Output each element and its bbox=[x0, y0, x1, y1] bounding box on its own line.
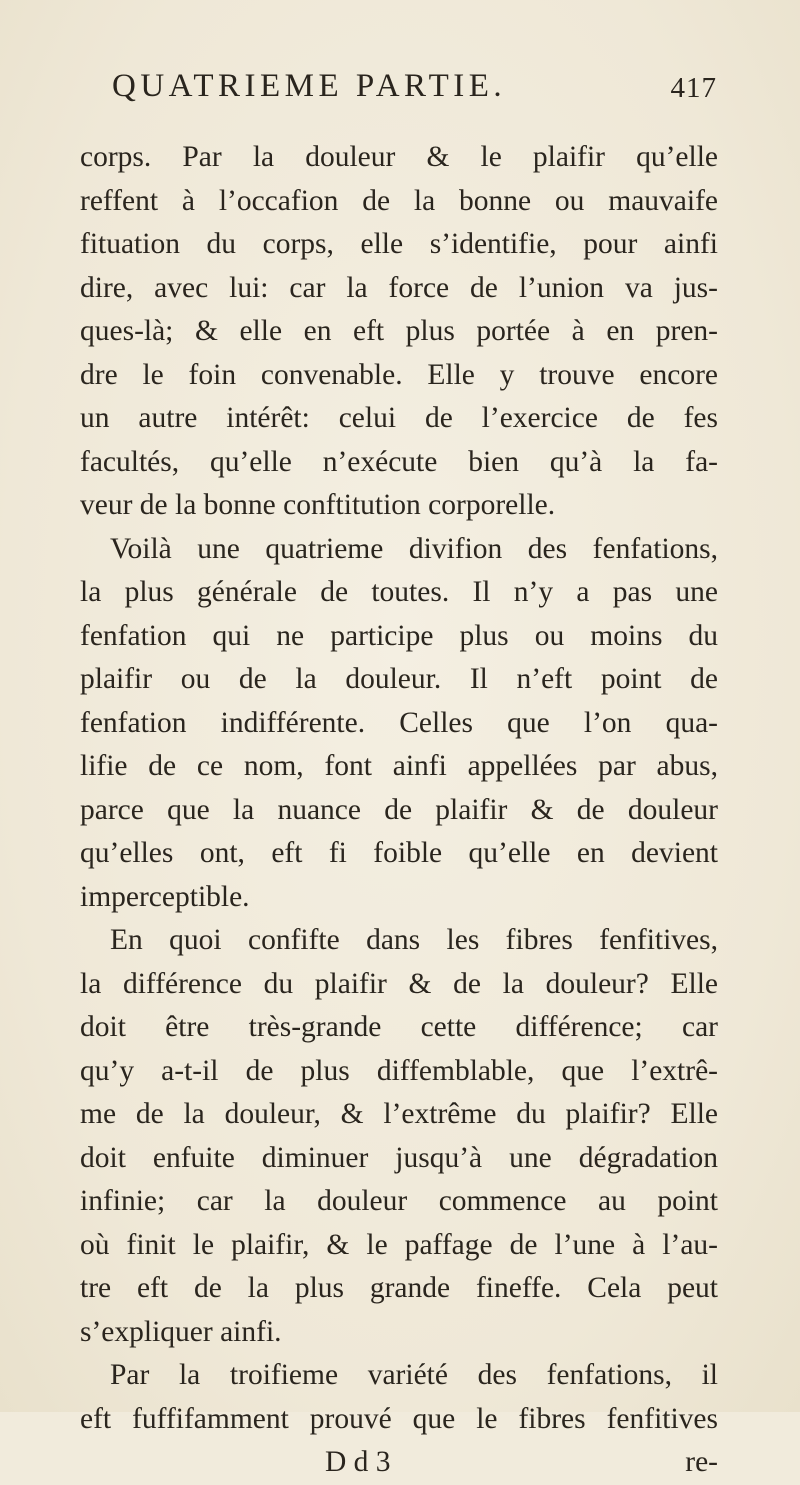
text-line: un autre intérêt: celui de l’exercice de fes bbox=[80, 402, 718, 434]
paragraph-start: Voilà une quatrieme divifion des fenfations, bbox=[110, 532, 718, 565]
text-line: veur de la bonne conftitution corporelle. bbox=[80, 489, 556, 521]
text-line: ques-là; & elle en eft plus portée à en pren- bbox=[80, 315, 718, 347]
text-line: me de la douleur, & l’extrême du plaifir? Elle bbox=[80, 1098, 718, 1130]
text-line: facultés, qu’elle n’exécute bien qu’à la fa- bbox=[80, 445, 718, 478]
text-line: où finit le plaifir, & le paffage de l’une à l’au- bbox=[80, 1228, 718, 1261]
text-line: tre eft de la plus grande fineffe. Cela peut bbox=[80, 1272, 718, 1304]
text-line: fituation du corps, elle s’identifie, pour ainfi bbox=[80, 228, 718, 260]
running-head bbox=[112, 68, 717, 112]
catchword: re- bbox=[685, 1446, 718, 1478]
text-line: reffent à l’occafion de la bonne ou mauvaife bbox=[80, 184, 718, 217]
body-text bbox=[80, 136, 718, 1485]
paragraph-start: En quoi confifte dans les fibres fenfitives, bbox=[110, 924, 718, 956]
page-number: 417 bbox=[670, 72, 717, 104]
signature-mark: D d 3 bbox=[325, 1446, 391, 1478]
text-line: infinie; car la douleur commence au point bbox=[80, 1185, 718, 1217]
text-line: s’expliquer ainfi. bbox=[80, 1315, 282, 1348]
text-line: qu’elles ont, eft fi foible qu’elle en devient bbox=[80, 837, 718, 869]
text-line: doit enfuite diminuer jusqu’à une dégradation bbox=[80, 1141, 718, 1174]
text-line: fenfation qui ne participe plus ou moins du bbox=[80, 619, 718, 652]
text-line: parce que la nuance de plaifir & de douleur bbox=[80, 793, 718, 826]
page-footer bbox=[80, 1441, 718, 1485]
text-line: la plus générale de toutes. Il n’y a pas une bbox=[80, 576, 718, 608]
text-line: imperceptible. bbox=[80, 880, 250, 913]
text-line: fenfation indifférente. Celles que l’on qua- bbox=[80, 706, 718, 739]
running-title: QUATRIEME PARTIE. bbox=[112, 68, 507, 104]
text-line: la différence du plaifir & de la douleur? Elle bbox=[80, 967, 718, 1000]
text-line: doit être très-grande cette différence; car bbox=[80, 1011, 718, 1043]
text-line: eft fuffifamment prouvé que le fibres fenfitives bbox=[80, 1402, 718, 1435]
text-line: qu’y a-t-il de plus diffemblable, que l’extrê- bbox=[80, 1054, 718, 1087]
text-line: plaifir ou de la douleur. Il n’eft point de bbox=[80, 663, 718, 695]
text-line: corps. Par la douleur & le plaifir qu’elle bbox=[80, 141, 718, 173]
paragraph-start: Par la troifieme variété des fenfations, il bbox=[110, 1359, 718, 1391]
text-line: dire, avec lui: car la force de l’union va jus- bbox=[80, 271, 718, 304]
text-line: dre le foin convenable. Elle y trouve encore bbox=[80, 358, 718, 391]
text-line: lifie de ce nom, font ainfi appellées par abus, bbox=[80, 750, 718, 782]
